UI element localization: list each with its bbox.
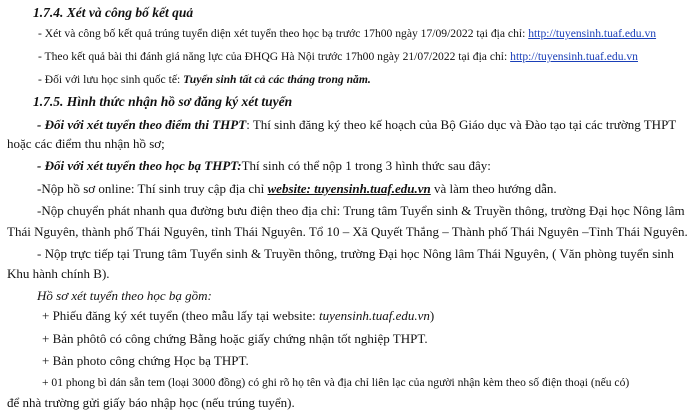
thpt-exam-label: - Đối với xét tuyển theo điểm thi THPT	[37, 117, 247, 132]
international-students-text: - Đối với lưu học sinh quốc tế:	[38, 73, 184, 86]
dossier-item-4-line-1: + 01 phong bì dán sẵn tem (loại 3000 đồng) có ghi rõ họ tên và địa chỉ liên lạc của người nhận kèm theo số điện thoại (nếu có)	[42, 376, 630, 389]
international-students-emphasis: Tuyển sinh tất cả các tháng trong năm.	[183, 73, 371, 86]
dossier-item-1-website: tuyensinh.tuaf.edu.vn	[319, 308, 430, 323]
direct-submission-line-1: - Nộp trực tiếp tại Trung tâm Tuyển sinh & Truyền thông, trường Đại học Nông lâm Thái Nguyên, ( Văn phòng tuyển sinh	[37, 246, 674, 261]
result-announcement-text: - Xét và công bố kết quả trúng tuyển diện xét tuyển theo học bạ trước 17h00 ngày 17/09/2022 tại địa chỉ:	[38, 27, 529, 40]
online-website-link[interactable]: website: tuyensinh.tuaf.edu.vn	[267, 181, 431, 196]
dossier-item-1	[42, 308, 699, 324]
thpt-exam-line-2: hoặc các điểm thu nhận hồ sơ;	[7, 136, 165, 151]
dossier-item-2: + Bản phôtô có công chứng Bằng hoặc giấy chứng nhận tốt nghiệp THPT.	[42, 331, 428, 346]
result-announcement-line	[38, 26, 699, 42]
dossier-item-1-tail: )	[429, 308, 435, 323]
result-link-2[interactable]: http://tuyensinh.tuaf.edu.vn	[510, 50, 638, 63]
result-link-1[interactable]: http://tuyensinh.tuaf.edu.vn	[528, 27, 657, 40]
dossier-title: Hồ sơ xét tuyển theo học bạ gồm:	[37, 288, 212, 303]
dossier-item-1-text: + Phiếu đăng ký xét tuyển (theo mẫu lấy tại website:	[42, 308, 320, 323]
aptitude-result-line	[38, 49, 699, 65]
dossier-item-3: + Bản photo công chứng Học bạ THPT.	[42, 353, 249, 368]
hocba-label: - Đối với xét tuyển theo học bạ THPT:	[37, 158, 242, 173]
thpt-exam-text: : Thí sinh đăng ký theo kế hoạch của Bộ Giáo dục và Đào tạo tại các trường THPT	[246, 117, 677, 132]
section-heading-1-7-4: 1.7.4. Xét và công bố kết quả	[33, 5, 194, 20]
dossier-item-4-line-2: để nhà trường gửi giấy báo nhập học (nếu trúng tuyển).	[7, 395, 295, 410]
postal-submission-line-1: -Nộp chuyển phát nhanh qua đường bưu điện theo địa chỉ: Trung tâm Tuyển sinh & Truyền thông, trường Đại học Nông lâm	[37, 203, 685, 218]
hocba-text: Thí sinh có thể nộp 1 trong 3 hình thức sau đây:	[241, 158, 491, 173]
online-submission-text: -Nộp hồ sơ online: Thí sinh truy cập địa chỉ	[37, 181, 268, 196]
aptitude-result-text: - Theo kết quả bài thi đánh giá năng lực của ĐHQG Hà Nội trước 17h00 ngày 21/07/2022 tại địa chỉ:	[38, 50, 511, 63]
online-submission-line	[37, 181, 699, 197]
postal-submission-line-2: Thái Nguyên, thành phố Thái Nguyên, tỉnh Thái Nguyên. Tổ 10 – Xã Quyết Thắng – Thành phố Thái Nguyên –Tỉnh Thái Nguyên.	[7, 224, 688, 239]
section-heading-1-7-5: 1.7.5. Hình thức nhận hồ sơ đăng ký xét tuyển	[33, 94, 293, 109]
thpt-exam-line	[37, 117, 699, 133]
direct-submission-line-2: Khu hành chính B).	[7, 266, 110, 281]
hocba-line	[37, 158, 699, 174]
online-submission-tail: và làm theo hướng dẫn.	[430, 181, 557, 196]
international-students-line	[38, 72, 699, 88]
